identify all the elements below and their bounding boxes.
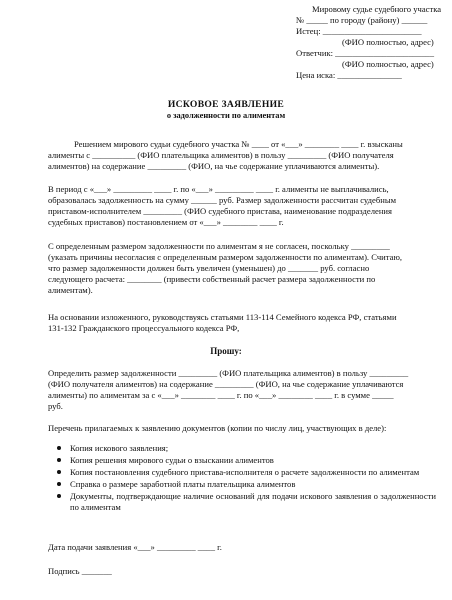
list-item (48, 455, 436, 466)
paragraph-court-decision (48, 139, 436, 172)
paragraph-line: следующего расчета: ________ (привести собственный расчет размера задолженности по (48, 274, 376, 284)
addressee-court-number: № _____ по городу (району) ______ (296, 15, 428, 25)
paragraph-line: приставом-исполнителем _________ (ФИО судебного пристава, наименование подразделения (48, 206, 392, 216)
paragraph-line: Определить размер задолженности _________ (ФИО плательщика алиментов) в пользу _________ (48, 368, 409, 378)
attachment-text: Документы, подтверждающие наличие оснований для подачи искового заявления о задолженности по алиментам (70, 491, 436, 512)
paragraph-request (48, 368, 436, 412)
paragraph-line: алиментам). (48, 285, 93, 295)
addressee-court: Мировому судье судебного участка (312, 4, 442, 14)
attachments-list (48, 443, 436, 514)
bullet-icon (57, 470, 61, 474)
submission-date: Дата подачи заявления «___» _________ ____ г. (48, 542, 222, 552)
defendant-hint: (ФИО полностью, адрес) (342, 59, 434, 69)
paragraph-line: (указать причины несогласия с определенным размером задолженности по алиментам). Считаю, (48, 252, 403, 262)
paragraph-line: судебных приставов) постановлением от «___» ________ ____ г. (48, 217, 284, 227)
title-sub: о задолженности по алиментам (166, 111, 286, 120)
plaintiff-hint: (ФИО полностью, адрес) (342, 37, 434, 47)
paragraph-line: На основании изложенного, руководствуясь статьями 113-114 Семейного кодекса РФ, статьями (48, 312, 397, 322)
paragraph-line: алименты с __________ (ФИО плательщика алиментов) в пользу _________ (ФИО получателя (48, 150, 394, 160)
bullet-icon (57, 494, 61, 498)
list-item (48, 491, 436, 513)
attachment-text: Справка о размере заработной платы плательщика алиментов (70, 479, 296, 489)
request-heading: Прошу: (210, 346, 242, 356)
signature-line: Подпись _______ (48, 566, 112, 576)
paragraph-line: (ФИО получателя алиментов) на содержание _________ (ФИО, на чье содержание уплачиваются (48, 379, 404, 389)
list-item (48, 479, 436, 490)
title-main: ИСКОВОЕ ЗАЯВЛЕНИЕ (167, 99, 285, 110)
plaintiff-line: Истец: _______________________ (296, 26, 422, 36)
paragraph-line: алиментов) на содержание _________ (ФИО, на чье содержание уплачиваются алименты). (48, 161, 380, 171)
attachment-text: Копия искового заявления; (70, 443, 169, 453)
paragraph-line: 131-132 Гражданского процессуального кодекса РФ, (48, 323, 240, 333)
list-item (48, 467, 436, 478)
claim-price-line: Цена иска: _______________ (296, 70, 402, 80)
paragraph-line: алименты) по алиментам за с «___» ________ ____ г. по «___» ________ ____ г. в сумме _____ (48, 390, 394, 400)
paragraph-line: что размер задолженности должен быть увеличен (уменьшен) до _______ руб. согласно (48, 263, 370, 273)
paragraph-disagreement (48, 241, 436, 296)
list-item (48, 443, 436, 454)
attachment-text: Копия постановления судебного пристава-исполнителя о расчете задолженности по алиментам (70, 467, 420, 477)
paragraph-line: С определенным размером задолженности по алиментам я не согласен, поскольку _________ (48, 241, 390, 251)
bullet-icon (57, 446, 61, 450)
paragraph-debt-period (48, 184, 436, 228)
defendant-line: Ответчик: _______________________ (296, 48, 434, 58)
bullet-icon (57, 458, 61, 462)
bullet-icon (57, 482, 61, 486)
attachment-text: Копия решения мирового судьи о взыскании алиментов (70, 455, 274, 465)
paragraph-line: руб. (48, 401, 63, 411)
paragraph-legal-basis (48, 312, 436, 334)
paragraph-line: В период с «___» _________ ____ г. по «___» _________ ____ г. алименты не выплачивались, (48, 184, 389, 194)
document-title (0, 99, 452, 121)
paragraph-line: образовалась задолженность на сумму ______ руб. Размер задолженности рассчитан судебным (48, 195, 397, 205)
addressee-block (292, 4, 448, 81)
attachments-intro: Перечень прилагаемых к заявлению документов (копии по числу лиц, участвующих в деле): (48, 423, 387, 433)
paragraph-line: Решением мирового судьи судебного участка № ____ от «___» ________ ____ г. взысканы (74, 139, 403, 149)
